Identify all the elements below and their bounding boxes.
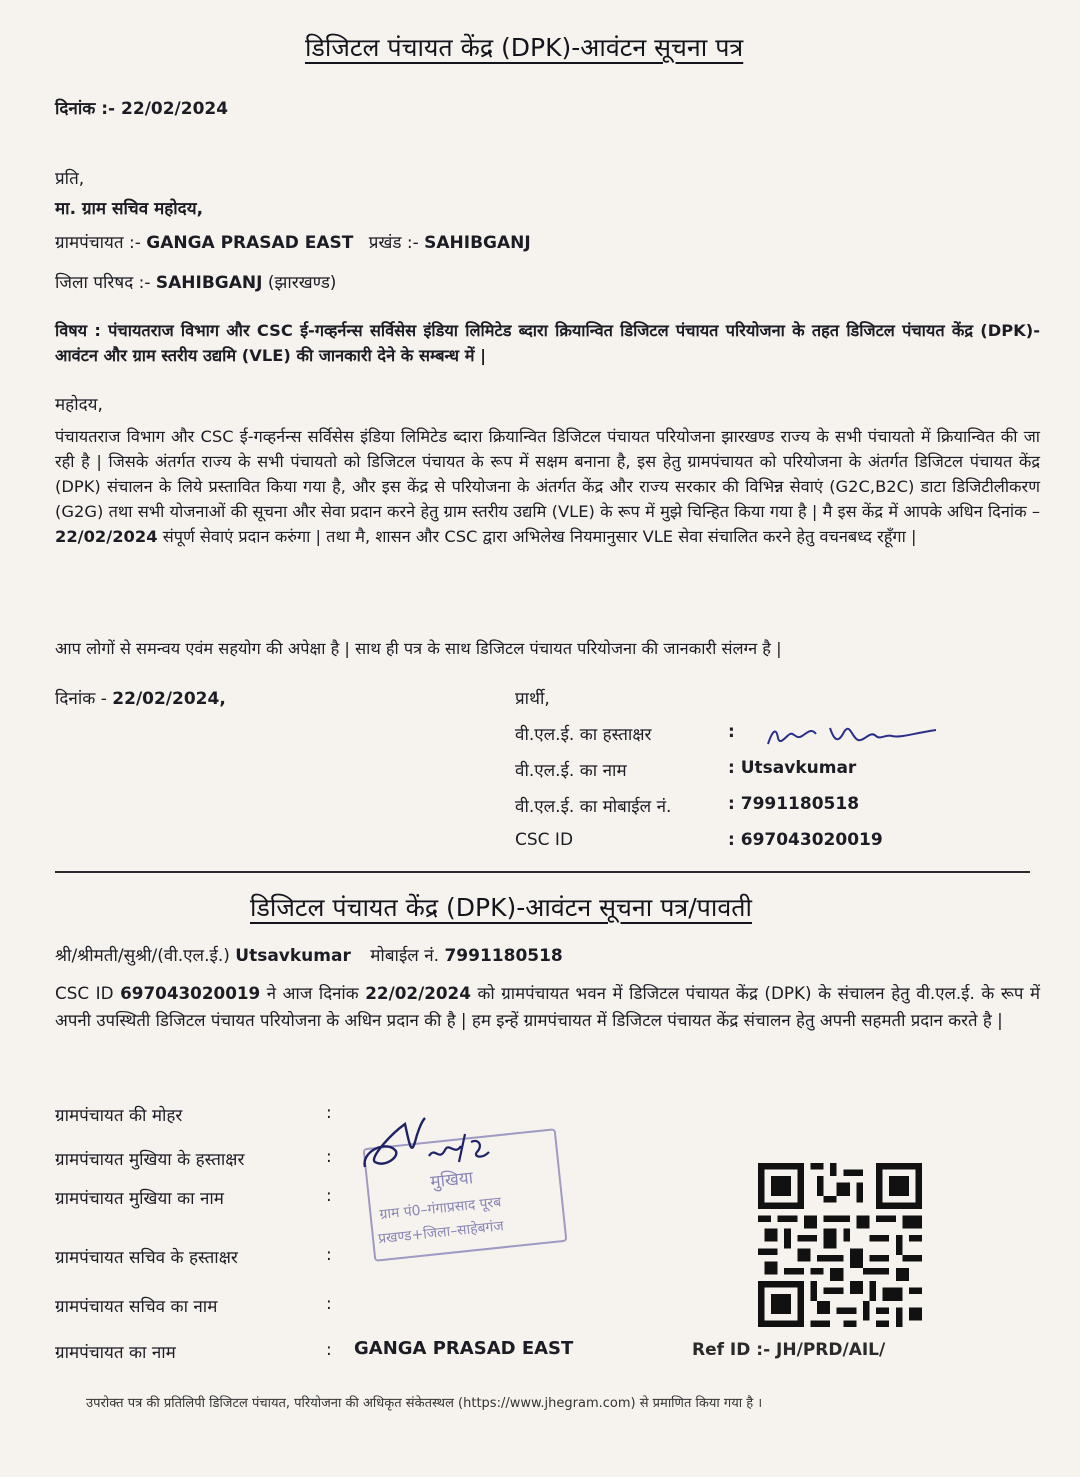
vle-mobile: : 7991180518 xyxy=(728,794,860,814)
date-value: 22/02/2024 xyxy=(121,99,229,119)
row-label-mukhiya-sign: ग्रामपंचायत मुखिया के हस्ताक्षर xyxy=(55,1150,245,1170)
body-text: पंचायतराज विभाग और CSC ई-गव्हर्नन्स सर्विसेस इंडिया लिमिटेड ब्दारा क्रियान्वित डिजिटल पंचायत परियोजना झारखण्ड राज्य के सभी पंचायतो में क्रियान्वित की जा रही है | जिसके अंतर्गत राज्य के सभी पंचायतो को डिजिटल पंचायत के रूप में सक्षम बनाना है, इस हेतु ग्रामपंचायत को परियोजना के अंतर्गत डिजिटल पंचायत केंद्र (DPK) संचालन के लिये प्रस्तावित किया गया है, और इस केंद्र से परियोजना के अंतर्गत केंद्र और राज्य सरकार की विभिन्न सेवाएं (G2C,B2C) डाटा डिजिटीलीकरण (G2G) तथा सभी योजनाओं की सूचना और सेवा प्रदान करने हेतु ग्राम स्तरीय उद्यमि (VLE) के रूप में मुझे चिन्हित किया गया है | मै इस केंद्र में आपके अधिन दिनांक – xyxy=(55,427,1040,521)
gp-line xyxy=(55,230,531,253)
district-label: जिला परिषद :- xyxy=(55,273,151,293)
vle-name-value: Utsavkumar xyxy=(740,758,857,778)
sign-date xyxy=(55,686,226,709)
vle-name-label: वी.एल.ई. का नाम xyxy=(515,761,627,781)
receipt-csc-id: 697043020019 xyxy=(120,983,261,1003)
row-colon: : xyxy=(326,1340,332,1360)
csc-id: : 697043020019 xyxy=(728,830,883,850)
row-label-gp-name: ग्रामपंचायत का नाम xyxy=(55,1343,176,1363)
block-value: SAHIBGANJ xyxy=(424,233,531,253)
receipt-text: को ग्रामपंचायत भवन में डिजिटल पंचायत केंद्र (DPK) के संचालन हेतु वी.एल.ई. के रूप में अपनी उपस्थिती डिजिटल पंचायत परियोजना के अधिन प्रदान की है | हम इन्हें ग्रामपंचायत में डिजिटल पंचायत केंद्र संचालन हेतु अपनी सहमती प्रदान करते है | xyxy=(55,983,1041,1030)
gp-value: GANGA PRASAD EAST xyxy=(146,233,354,253)
stamp-line-1: मुखिया xyxy=(429,1168,475,1193)
body-date: 22/02/2024 xyxy=(55,527,158,546)
gp-name-value: GANGA PRASAD EAST xyxy=(354,1338,574,1359)
row-label-mukhiya-name: ग्रामपंचायत मुखिया का नाम xyxy=(55,1189,224,1209)
addressee: मा. ग्राम सचिव महोदय, xyxy=(55,199,204,219)
row-colon: : xyxy=(326,1294,332,1314)
vle-signature-icon xyxy=(760,718,950,752)
gp-label: ग्रामपंचायत :- xyxy=(55,233,141,253)
sign-date-value: 22/02/2024, xyxy=(112,689,226,709)
vle-sign-label: वी.एल.ई. का हस्ताक्षर xyxy=(515,725,652,745)
row-colon: : xyxy=(326,1103,332,1123)
subject: विषय : पंचायतराज विभाग और CSC ई-गव्हर्नन्स सर्विसेस इंडिया लिमिटेड ब्दारा क्रियान्वित डिजिटल पंचायत परियोजना के तहत डिजिटल पंचायत केंद्र (DPK)-आवंटन और ग्राम स्तरीय उद्यमि (VLE) की जानकारी देने के सम्बन्ध में | xyxy=(55,321,1040,365)
row-colon: : xyxy=(326,1147,332,1167)
row-label-seal: ग्रामपंचायत की मोहर xyxy=(55,1106,183,1126)
footer-note: उपरोक्त पत्र की प्रतिलिपी डिजिटल पंचायत, परियोजना की अधिकृत संकेतस्थल (https://www.jhegram.com) से प्रमाणित किया गया है । xyxy=(86,1396,763,1411)
vle-mobile-value: 7991180518 xyxy=(740,794,860,814)
mobile-value: 7991180518 xyxy=(444,946,563,966)
body-paragraph-2: आप लोगों से समन्वय एवंम सहयोग की अपेक्षा है | साथ ही पत्र के साथ डिजिटल पंचायत परियोजना की जानकारी संलग्न है | xyxy=(55,639,782,658)
letter-date xyxy=(55,96,228,119)
body-text-tail: संपूर्ण सेवाएं प्रदान करुंगा | तथा मै, शासन और CSC द्वारा अभिलेख नियमानुसार VLE सेवा संचालित करने हेतु वचनबध्द रहूँगा | xyxy=(162,527,917,546)
mobile-label: मोबाईल नं. xyxy=(370,946,440,966)
vle-name: : Utsavkumar xyxy=(728,758,857,778)
date-label: दिनांक :- xyxy=(55,99,116,119)
vle-sign-colon: : xyxy=(728,722,735,742)
row-label-secretary-sign: ग्रामपंचायत सचिव के हस्ताक्षर xyxy=(55,1248,238,1268)
stamp-line-3: प्रखण्ड+जिला–साहेबगंज xyxy=(377,1218,505,1248)
qr-code-icon xyxy=(758,1163,922,1327)
district-value: SAHIBGANJ xyxy=(155,273,263,293)
body-paragraph-1 xyxy=(55,424,1040,549)
row-colon: : xyxy=(326,1186,332,1206)
receipt-paragraph xyxy=(55,980,1040,1034)
to-line: प्रति, xyxy=(55,169,85,189)
state: (झारखण्ड) xyxy=(267,273,337,293)
receipt-title: डिजिटल पंचायत केंद्र (DPK)-आवंटन सूचना पत्र/पावती xyxy=(250,893,752,922)
row-colon: : xyxy=(326,1245,332,1265)
salutation: महोदय, xyxy=(55,395,103,415)
receipt-person-line xyxy=(55,943,563,966)
district-line xyxy=(55,270,336,293)
person-prefix: श्री/श्रीमती/सुश्री/(वी.एल.ई.) xyxy=(55,946,230,966)
receipt-mid: ने आज दिनांक xyxy=(260,983,366,1003)
vle-mobile-label: वी.एल.ई. का मोबाईल नं. xyxy=(515,797,672,817)
section-divider xyxy=(55,871,1030,873)
row-label-secretary-name: ग्रामपंचायत सचिव का नाम xyxy=(55,1297,218,1317)
sign-date-label: दिनांक - xyxy=(55,689,107,709)
ref-id: Ref ID :- JH/PRD/AIL/ xyxy=(692,1340,886,1360)
block-label: प्रखंड :- xyxy=(368,233,419,253)
applicant-label: प्रार्थी, xyxy=(515,689,550,709)
stamp-line-2: ग्राम पं0–गंगाप्रसाद पूरब xyxy=(378,1194,503,1223)
receipt-date: 22/02/2024 xyxy=(365,983,471,1003)
receipt-csc-prefix: CSC ID xyxy=(55,983,114,1003)
csc-id-label: CSC ID xyxy=(515,830,574,850)
letter-title: डिजिटल पंचायत केंद्र (DPK)-आवंटन सूचना पत्र xyxy=(305,33,744,62)
person-name: Utsavkumar xyxy=(235,946,351,966)
csc-id-value: 697043020019 xyxy=(740,830,883,850)
mukhiya-signature-icon xyxy=(355,1112,505,1182)
